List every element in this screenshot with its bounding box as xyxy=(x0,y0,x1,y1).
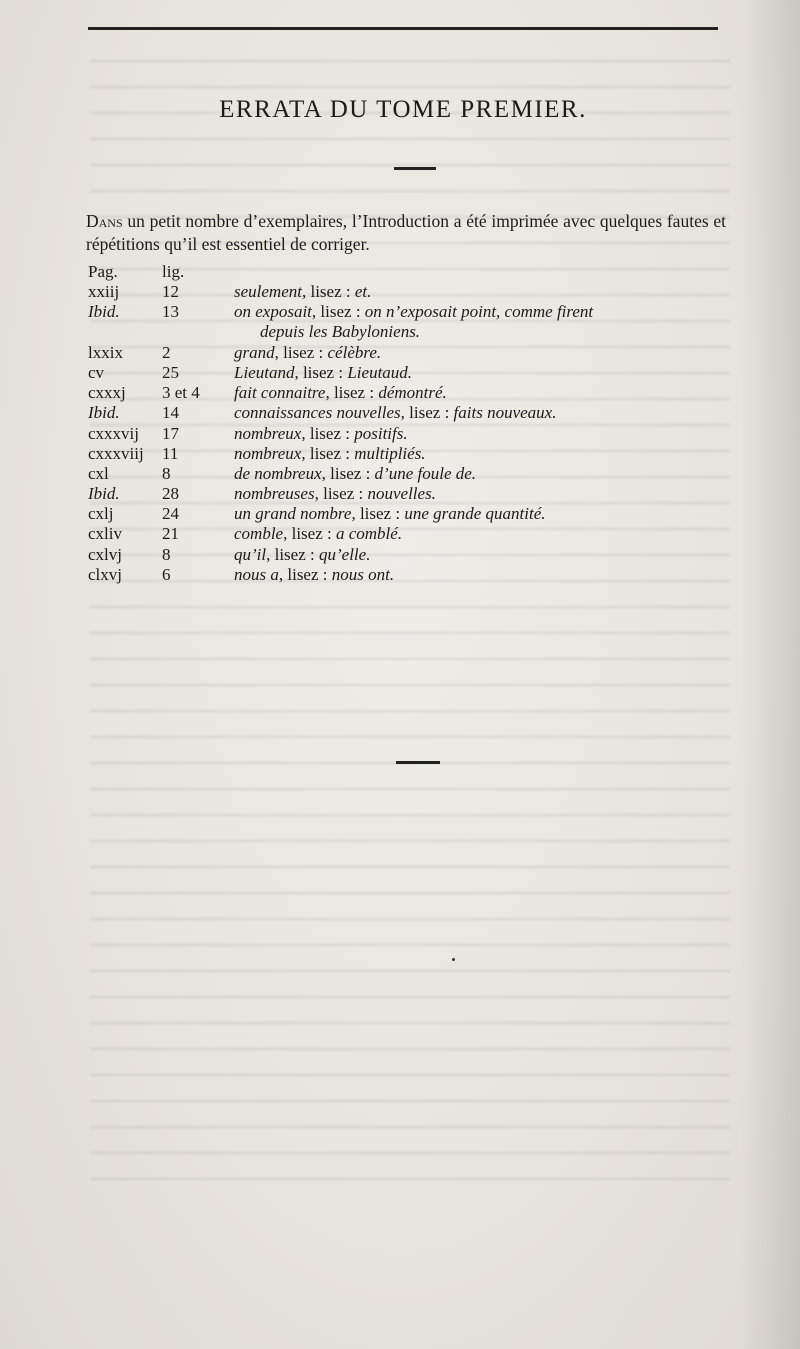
errata-line-ref: 6 xyxy=(162,564,171,584)
errata-correct-text: une grande quantité. xyxy=(404,504,546,524)
errata-line-ref: 2 xyxy=(162,342,171,362)
page-title: ERRATA DU TOME PREMIER. xyxy=(219,96,587,123)
errata-row xyxy=(88,383,738,403)
errata-wrong-text: de nombreux xyxy=(234,463,322,483)
errata-page-ref: clxvj xyxy=(88,564,122,584)
errata-wrong-text: connaissances nouvelles xyxy=(234,403,401,423)
errata-wrong-text: un grand nombre xyxy=(234,504,352,524)
errata-row xyxy=(88,282,738,302)
errata-row xyxy=(88,444,738,464)
errata-line-ref: 8 xyxy=(162,463,171,483)
errata-page-ref: Ibid. xyxy=(88,403,120,423)
errata-wrong-text: comble xyxy=(234,524,284,544)
errata-correct-text: faits nouveaux. xyxy=(453,403,557,423)
errata-correct-text-continuation: depuis les Babyloniens. xyxy=(260,322,421,342)
errata-correction: Lieutand, lisez : Lieutaud. xyxy=(234,362,413,382)
errata-page-ref: lxxix xyxy=(88,342,123,362)
column-header-lig: lig. xyxy=(162,262,185,281)
errata-page-ref: Ibid. xyxy=(88,484,120,504)
errata-row xyxy=(88,504,738,524)
errata-line-ref: 11 xyxy=(162,443,179,463)
errata-lisez-label: lisez xyxy=(309,443,342,463)
errata-correction: nombreuses, lisez : nouvelles. xyxy=(234,484,436,504)
errata-page-ref: cxlj xyxy=(88,504,114,524)
errata-table xyxy=(88,262,738,585)
errata-lisez-label: lisez xyxy=(323,484,355,504)
errata-page-ref: Ibid. xyxy=(88,302,120,322)
errata-wrong-text: nombreuses xyxy=(234,484,315,504)
errata-wrong-text: fait connaitre xyxy=(234,383,326,403)
errata-line-ref: 8 xyxy=(162,544,171,564)
errata-row xyxy=(88,302,738,342)
errata-wrong-text: on exposait xyxy=(234,302,312,322)
errata-correction: seulement, lisez : et. xyxy=(234,282,372,302)
errata-correction: un grand nombre, lisez : une grande quantité. xyxy=(234,504,546,524)
intro-text: un petit nombre d’exemplaires, l’Introduction a été imprimée avec quelques fautes et répétitions qu’il est essentiel de corriger. xyxy=(86,211,726,254)
errata-page-ref: cxxxviij xyxy=(88,443,144,463)
errata-wrong-text: nombreux xyxy=(234,443,302,463)
errata-row xyxy=(88,464,738,484)
column-header-pag: Pag. xyxy=(88,262,118,281)
errata-correct-text: nouvelles. xyxy=(367,484,436,504)
errata-lisez-label: lisez xyxy=(310,282,342,302)
errata-correct-text: et. xyxy=(354,282,372,302)
errata-correct-text: nous ont. xyxy=(331,564,395,584)
intro-lead-word: Dans xyxy=(86,211,123,231)
errata-correct-text: démontré. xyxy=(378,383,447,403)
errata-correct-text: a comblé. xyxy=(335,524,403,544)
errata-row xyxy=(88,424,738,444)
errata-lisez-label: lisez xyxy=(409,403,441,423)
title-divider xyxy=(394,167,436,170)
errata-row xyxy=(88,524,738,544)
errata-line-ref: 14 xyxy=(162,403,179,423)
errata-line-ref: 12 xyxy=(162,282,179,302)
errata-lisez-label: lisez xyxy=(359,504,392,524)
errata-line-ref: 24 xyxy=(162,504,179,524)
errata-lisez-label: lisez xyxy=(302,362,335,382)
errata-correction: nous a, lisez : nous ont. xyxy=(234,564,395,584)
errata-correct-text: qu’elle. xyxy=(319,544,371,564)
errata-line-ref: 21 xyxy=(162,524,179,544)
errata-line-ref: 3 et 4 xyxy=(162,383,200,403)
errata-correct-text: on n’exposait point, comme firent xyxy=(364,302,594,322)
errata-correct-text: positifs. xyxy=(354,423,408,443)
errata-correction: on exposait, lisez : on n’exposait point, comme firent depuis les Babyloniens. xyxy=(234,302,734,342)
errata-correction: fait connaitre, lisez : démontré. xyxy=(234,383,447,403)
errata-correction: comble, lisez : a comblé. xyxy=(234,524,403,544)
errata-lisez-label: lisez xyxy=(330,463,362,483)
errata-page-ref: cxlvj xyxy=(88,544,122,564)
ink-dot xyxy=(452,958,455,961)
errata-lisez-label: lisez xyxy=(274,544,306,564)
errata-page-ref: xxiij xyxy=(88,282,120,302)
errata-wrong-text: qu’il xyxy=(234,544,267,564)
errata-wrong-text: nombreux xyxy=(234,423,302,443)
errata-correct-text: multipliés. xyxy=(354,443,426,463)
errata-row xyxy=(88,343,738,363)
errata-correction: nombreux, lisez : multipliés. xyxy=(234,443,426,463)
errata-header-row xyxy=(88,262,738,282)
closing-rule xyxy=(396,761,440,764)
errata-row xyxy=(88,484,738,504)
errata-wrong-text: Lieutand xyxy=(234,362,295,382)
errata-page-ref: cv xyxy=(88,362,105,382)
errata-page-ref: cxliv xyxy=(88,524,122,544)
errata-page-ref: cxl xyxy=(88,463,109,483)
errata-row xyxy=(88,363,738,383)
errata-correction: nombreux, lisez : positifs. xyxy=(234,423,408,443)
errata-wrong-text: grand xyxy=(234,342,275,362)
errata-correct-text: célèbre. xyxy=(327,342,382,362)
errata-line-ref: 28 xyxy=(162,484,179,504)
header-rule xyxy=(88,27,718,30)
errata-row xyxy=(88,403,738,423)
errata-line-ref: 13 xyxy=(162,302,179,322)
errata-lisez-label: lisez xyxy=(309,423,342,443)
errata-wrong-text: seulement xyxy=(234,282,302,302)
errata-row xyxy=(88,565,738,585)
errata-lisez-label: lisez xyxy=(333,383,366,403)
intro-paragraph xyxy=(86,210,726,256)
errata-correction: grand, lisez : célèbre. xyxy=(234,342,382,362)
errata-page-ref: cxxxvij xyxy=(88,423,139,443)
errata-lisez-label: lisez xyxy=(283,342,315,362)
errata-lisez-label: lisez xyxy=(287,564,319,584)
errata-lisez-label: lisez xyxy=(320,302,352,322)
page-edge-shadow xyxy=(740,0,800,1349)
errata-row xyxy=(88,545,738,565)
errata-lisez-label: lisez xyxy=(291,524,323,544)
errata-wrong-text: nous a xyxy=(234,564,279,584)
errata-line-ref: 25 xyxy=(162,362,179,382)
errata-correction: qu’il, lisez : qu’elle. xyxy=(234,544,371,564)
errata-correction: connaissances nouvelles, lisez : faits nouveaux. xyxy=(234,403,557,423)
errata-correction: de nombreux, lisez : d’une foule de. xyxy=(234,463,477,483)
errata-correct-text: d’une foule de. xyxy=(374,463,477,483)
errata-correct-text: Lieutaud. xyxy=(347,362,413,382)
errata-line-ref: 17 xyxy=(162,423,179,443)
errata-page-ref: cxxxj xyxy=(88,383,126,403)
